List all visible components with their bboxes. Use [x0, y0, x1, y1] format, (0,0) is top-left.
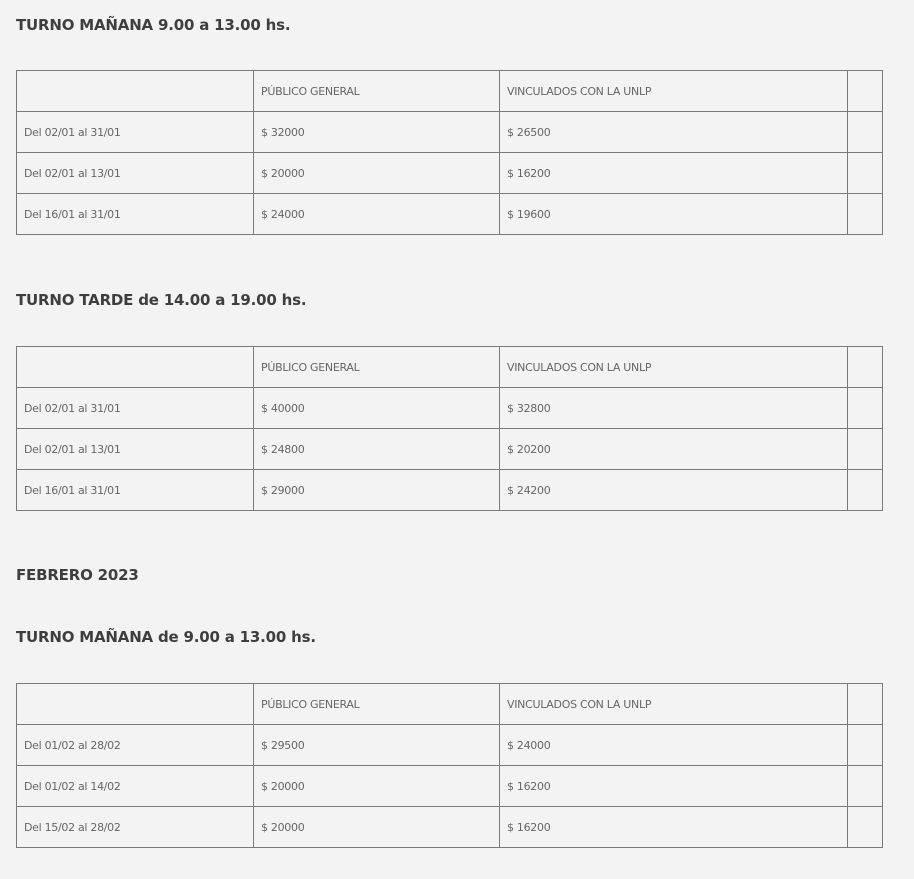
header-cell-publico-general: PÚBLICO GENERAL: [254, 684, 500, 725]
cell-publico-general-price: $ 20000: [254, 807, 500, 848]
header-cell-empty: [17, 71, 254, 112]
cell-publico-general-price: $ 20000: [254, 766, 500, 807]
cell-extra: [848, 153, 883, 194]
cell-publico-general-price: $ 32000: [254, 112, 500, 153]
header-cell-extra: [848, 684, 883, 725]
table-row: [17, 194, 883, 235]
cell-period: Del 02/01 al 13/01: [17, 429, 254, 470]
cell-period: Del 16/01 al 31/01: [17, 194, 254, 235]
price-table-turno-manana-febrero: [16, 683, 883, 848]
header-cell-vinculados-unlp: VINCULADOS CON LA UNLP: [500, 71, 848, 112]
table-row: [17, 725, 883, 766]
cell-period: Del 02/01 al 31/01: [17, 112, 254, 153]
cell-publico-general-price: $ 29500: [254, 725, 500, 766]
cell-vinculados-price: $ 16200: [500, 766, 848, 807]
cell-extra: [848, 725, 883, 766]
heading-turno-tarde: TURNO TARDE de 14.00 a 19.00 hs.: [16, 291, 307, 309]
cell-period: Del 01/02 al 14/02: [17, 766, 254, 807]
cell-publico-general-price: $ 24800: [254, 429, 500, 470]
cell-period: Del 01/02 al 28/02: [17, 725, 254, 766]
header-cell-extra: [848, 71, 883, 112]
table-header-row: [17, 684, 883, 725]
cell-publico-general-price: $ 29000: [254, 470, 500, 511]
header-cell-empty: [17, 684, 254, 725]
cell-vinculados-price: $ 26500: [500, 112, 848, 153]
table-row: [17, 388, 883, 429]
header-cell-publico-general: PÚBLICO GENERAL: [254, 347, 500, 388]
cell-vinculados-price: $ 24000: [500, 725, 848, 766]
cell-period: Del 15/02 al 28/02: [17, 807, 254, 848]
header-cell-empty: [17, 347, 254, 388]
price-table-turno-tarde: [16, 346, 883, 511]
price-table-turno-manana-enero: [16, 70, 883, 235]
cell-period: Del 16/01 al 31/01: [17, 470, 254, 511]
cell-vinculados-price: $ 16200: [500, 807, 848, 848]
cell-vinculados-price: $ 16200: [500, 153, 848, 194]
header-cell-vinculados-unlp: VINCULADOS CON LA UNLP: [500, 347, 848, 388]
cell-vinculados-price: $ 19600: [500, 194, 848, 235]
cell-publico-general-price: $ 24000: [254, 194, 500, 235]
table-row: [17, 470, 883, 511]
cell-period: Del 02/01 al 31/01: [17, 388, 254, 429]
cell-publico-general-price: $ 20000: [254, 153, 500, 194]
table-header-row: [17, 71, 883, 112]
header-cell-extra: [848, 347, 883, 388]
cell-extra: [848, 807, 883, 848]
table-row: [17, 807, 883, 848]
heading-turno-manana-enero: TURNO MAÑANA 9.00 a 13.00 hs.: [16, 16, 291, 34]
table-row: [17, 766, 883, 807]
cell-vinculados-price: $ 20200: [500, 429, 848, 470]
header-cell-vinculados-unlp: VINCULADOS CON LA UNLP: [500, 684, 848, 725]
cell-extra: [848, 766, 883, 807]
table-row: [17, 429, 883, 470]
table-header-row: [17, 347, 883, 388]
cell-extra: [848, 470, 883, 511]
cell-extra: [848, 388, 883, 429]
cell-extra: [848, 194, 883, 235]
cell-extra: [848, 429, 883, 470]
header-cell-publico-general: PÚBLICO GENERAL: [254, 71, 500, 112]
cell-publico-general-price: $ 40000: [254, 388, 500, 429]
cell-vinculados-price: $ 32800: [500, 388, 848, 429]
heading-febrero-2023: FEBRERO 2023: [16, 566, 139, 584]
cell-period: Del 02/01 al 13/01: [17, 153, 254, 194]
table-row: [17, 112, 883, 153]
cell-vinculados-price: $ 24200: [500, 470, 848, 511]
table-row: [17, 153, 883, 194]
heading-turno-manana-febrero: TURNO MAÑANA de 9.00 a 13.00 hs.: [16, 628, 316, 646]
cell-extra: [848, 112, 883, 153]
